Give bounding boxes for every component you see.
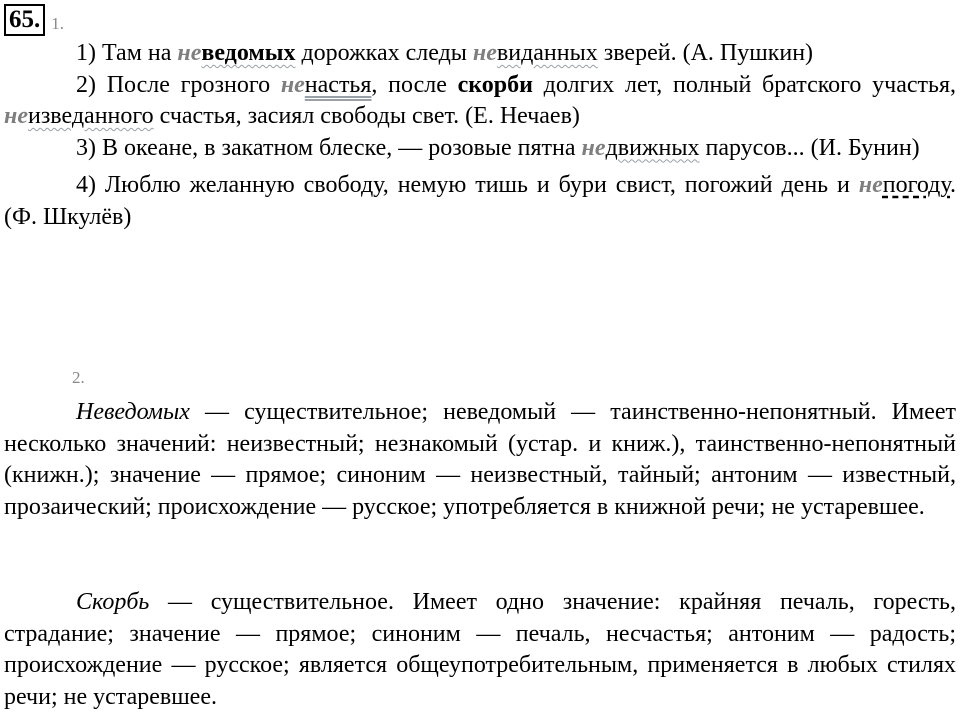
section-2-paragraph-1: Неведомых — существительное; неведомый — таинственно-непонятный. Имеет несколько значений: неизвестный; незнакомый (устар. и книж.), таинственно-непонятный (книжн.); значение — прямое; синоним — неизвестный, тайный; антоним — известный, прозаический; происхождение — русское; употребляется в книжной речи; не устаревшее. [4, 399, 956, 520]
section-1-label: 1. [51, 14, 64, 33]
section-1-text [4, 38, 956, 233]
word-root: движных [605, 134, 700, 161]
section-2-label: 2. [72, 368, 85, 387]
word-root: виданных [496, 40, 598, 66]
word-root: погоду [882, 172, 950, 198]
word-root: ведомых [201, 40, 296, 66]
prefix: не [4, 103, 28, 129]
word-root: изведанного [27, 103, 154, 129]
bold-word: скорби [457, 71, 533, 98]
sentence-3: 3) В океане, в закатном блеске, — розовые пятна недвижных парусов... (И. Бунин) [76, 134, 920, 161]
exercise-number: 65. [4, 4, 45, 36]
term: Неведомых [76, 399, 190, 425]
sentence-4: 4) Люблю желанную свободу, немую тишь и бури свист, погожий день и непогоду. (Ф. Шкулёв) [4, 172, 956, 230]
sentence-1: 1) Там на неведомых дорожках следы невиданных зверей. (А. Пушкин) [76, 40, 814, 66]
exercise-header [4, 4, 64, 36]
prefix: не [472, 40, 497, 66]
term: Скорбь [76, 589, 150, 615]
prefix: не [858, 172, 883, 198]
prefix: не [280, 71, 305, 98]
prefix: не [581, 134, 606, 161]
word-root: настья [304, 71, 372, 98]
sentence-2: 2) После грозного ненастья, после скорби долгих лет, полный братского участья, неизведанного счастья, засиял свободы свет. (Е. Нечаев) [4, 71, 956, 129]
prefix: не [177, 40, 202, 66]
section-2-paragraph-2: Скорбь — существительное. Имеет одно значение: крайняя печаль, горесть, страдание; значение — прямое; синоним — печаль, несчастья; антоним — радость; происхождение — русское; является общеупотребительным, применяется в любых стилях речи; не устаревшее. [4, 589, 956, 710]
